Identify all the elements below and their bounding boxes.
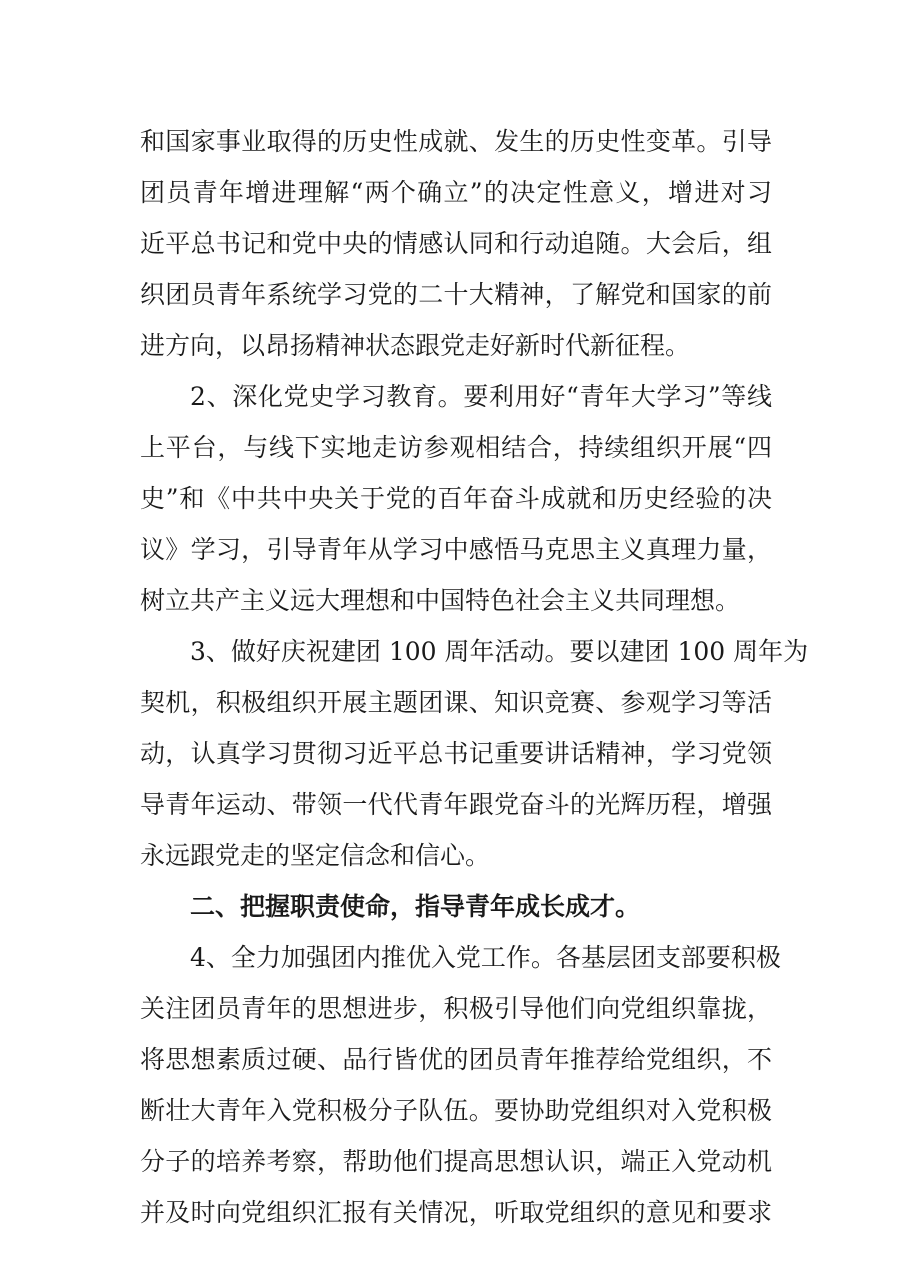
text-line: 分子的培养考察，帮助他们提高思想认识，端正入党动机 bbox=[140, 1147, 772, 1176]
text-line: 导青年运动、带领一代代青年跟党奋斗的光辉历程，增强 bbox=[140, 790, 772, 819]
text-line: 史”和《中共中央关于党的百年奋斗成就和历史经验的决 bbox=[140, 484, 772, 513]
document-body bbox=[140, 116, 809, 1238]
text-line: 议》学习，引导青年从学习中感悟马克思主义真理力量， bbox=[140, 535, 772, 564]
text-line: 契机，积极组织开展主题团课、知识竞赛、参观学习等活 bbox=[140, 688, 772, 717]
text-line: 关注团员青年的思想进步，积极引导他们向党组织靠拢， bbox=[140, 994, 772, 1023]
text-line: 4、全力加强团内推优入党工作。各基层团支部要积极 bbox=[190, 943, 781, 972]
text-line: 织团员青年系统学习党的二十大精神，了解党和国家的前 bbox=[140, 280, 772, 309]
text-line: 2、深化党史学习教育。要利用好“青年大学习”等线 bbox=[190, 382, 772, 411]
text-line: 将思想素质过硬、品行皆优的团员青年推荐给党组织，不 bbox=[140, 1045, 772, 1074]
text-line: 3、做好庆祝建团 100 周年活动。要以建团 100 周年为 bbox=[190, 637, 809, 666]
text-line: 团员青年增进理解“两个确立”的决定性意义，增进对习 bbox=[140, 178, 772, 207]
text-line: 并及时向党组织汇报有关情况，听取党组织的意见和要求 bbox=[140, 1198, 772, 1227]
text-line: 树立共产主义远大理想和中国特色社会主义共同理想。 bbox=[140, 586, 741, 615]
text-line: 动，认真学习贯彻习近平总书记重要讲话精神，学习党领 bbox=[140, 739, 772, 768]
text-line: 上平台，与线下实地走访参观相结合，持续组织开展“四 bbox=[140, 433, 772, 462]
text-line: 断壮大青年入党积极分子队伍。要协助党组织对入党积极 bbox=[140, 1096, 772, 1125]
text-line: 近平总书记和党中央的情感认同和行动追随。大会后，组 bbox=[140, 229, 772, 258]
section-heading: 二、把握职责使命，指导青年成长成才。 bbox=[190, 892, 641, 921]
text-line: 永远跟党走的坚定信念和信心。 bbox=[140, 841, 491, 870]
text-line: 和国家事业取得的历史性成就、发生的历史性变革。引导 bbox=[140, 127, 772, 156]
text-line: 进方向，以昂扬精神状态跟党走好新时代新征程。 bbox=[140, 331, 691, 360]
